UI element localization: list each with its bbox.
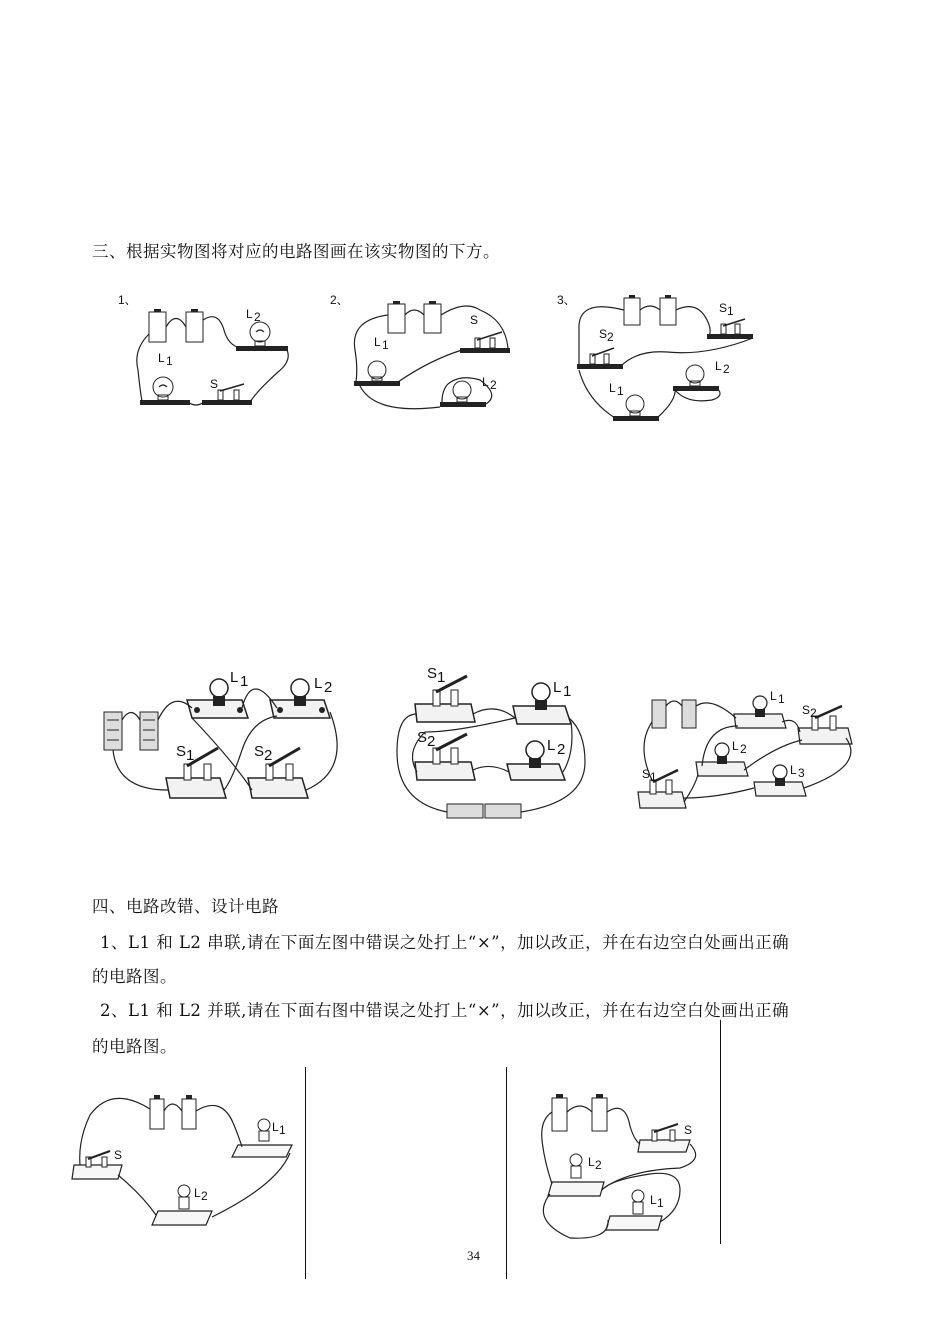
svg-text:2: 2 [490,378,497,392]
svg-text:L: L [374,335,381,349]
svg-text:2: 2 [427,733,436,750]
svg-text:L: L [715,359,722,373]
equipment-figure-3 [636,686,861,816]
svg-text:L: L [314,675,323,692]
svg-text:1: 1 [279,1123,286,1137]
section4-heading: 四、电路改错、设计电路 [92,897,279,916]
svg-text:S: S [210,377,219,391]
divider-line [720,1020,721,1244]
svg-text:1: 1 [166,354,173,368]
figure-number: 1、 [118,293,137,307]
svg-text:L: L [770,689,777,703]
svg-text:2: 2 [723,362,730,376]
svg-text:S: S [176,743,187,760]
svg-text:S: S [642,767,651,781]
svg-text:1: 1 [778,692,785,706]
svg-text:S: S [114,1148,123,1162]
svg-text:L: L [194,1186,201,1200]
svg-text:S: S [599,327,608,341]
equipment-figure-1 [102,660,352,815]
svg-text:S: S [719,301,728,315]
series-circuit-figure [72,1085,300,1230]
item2-line1: 2、L1 和 L2 并联,请在下面右图中错误之处打上“×”，加以改正，并在右边空白处画出正确 [100,1001,790,1020]
svg-text:2: 2 [201,1189,208,1203]
svg-text:S: S [417,729,428,746]
item1-line1: 1、L1 和 L2 串联,请在下面左图中错误之处打上“×”，加以改正，并在右边空白处画出正确 [100,933,790,952]
svg-text:L: L [482,375,489,389]
circuit-figure-3 [557,290,747,425]
equipment-figure-2 [395,662,595,822]
svg-text:L: L [790,763,797,777]
svg-text:3: 3 [798,766,805,780]
svg-text:L: L [732,739,739,753]
divider-line [506,1067,507,1279]
svg-text:2: 2 [810,706,817,720]
svg-text:2、: 2、 [330,293,349,307]
svg-text:1: 1 [657,1196,664,1210]
svg-text:L: L [230,669,239,686]
divider-line [305,1067,306,1279]
svg-text:1: 1 [240,673,249,690]
svg-text:S: S [254,743,265,760]
svg-text:1: 1 [382,338,389,352]
svg-text:L: L [246,307,253,321]
item2-line2: 的电路图。 [92,1037,177,1056]
svg-text:3、: 3、 [557,293,576,307]
svg-text:1: 1 [563,683,572,700]
circuit-figure-2 [330,290,520,415]
svg-text:2: 2 [740,742,747,756]
item1-line2: 的电路图。 [92,967,177,986]
svg-text:S: S [802,703,811,717]
circuit-figure-1 [118,290,298,415]
svg-text:1: 1 [437,669,446,686]
svg-text:1: 1 [650,770,657,784]
parallel-circuit-figure [530,1090,710,1240]
svg-text:2: 2 [264,747,273,764]
svg-text:L: L [158,351,165,365]
svg-text:2: 2 [595,1158,602,1172]
svg-text:1: 1 [617,384,624,398]
svg-text:L: L [547,737,556,754]
section3-heading: 三、根据实物图将对应的电路图画在该实物图的下方。 [92,242,500,261]
svg-text:2: 2 [607,330,614,344]
page-number: 34 [467,1248,480,1263]
svg-text:2: 2 [324,679,333,696]
svg-text:S: S [684,1123,693,1137]
svg-text:L: L [272,1120,279,1134]
svg-text:1: 1 [727,304,734,318]
svg-text:1: 1 [186,747,195,764]
svg-text:L: L [588,1155,595,1169]
svg-text:2: 2 [557,741,566,758]
svg-text:L: L [650,1193,657,1207]
svg-text:2: 2 [254,310,261,324]
svg-text:S: S [427,665,438,682]
svg-text:S: S [470,313,479,327]
svg-text:L: L [609,381,616,395]
svg-text:L: L [553,679,562,696]
